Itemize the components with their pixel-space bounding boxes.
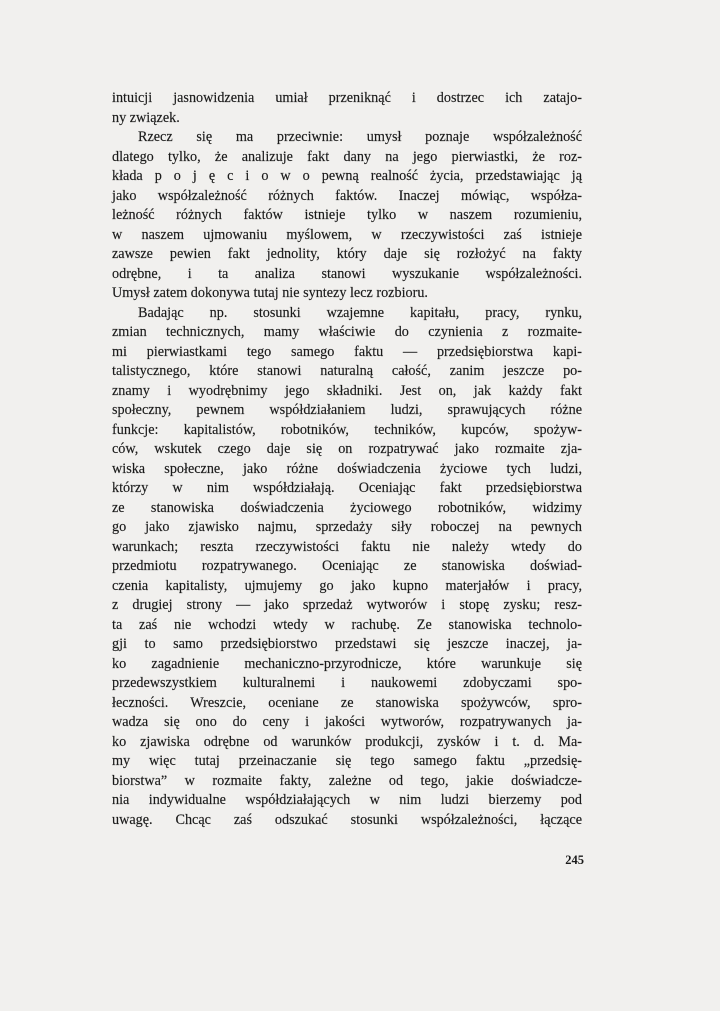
text-line: ko zagadnienie mechaniczno-przyrodnicze, które warunkuje się [112,655,582,672]
text-line: odrębne, i ta analiza stanowi wyszukanie współzależności. [112,265,582,282]
text-line: ko zjawiska odrębne od warunków produkcji, zysków i t. d. Ma- [112,733,582,750]
text-line: biorstwa” w rozmaite fakty, zależne od tego, jakie doświadcze- [112,772,582,789]
text-line: talistycznego, które stanowi naturalną całość, zanim jeszcze po- [112,363,582,379]
text-line: czenia kapitalisty, ujmujemy go jako kupno materjałów i pracy, [112,577,582,594]
text-line: zmian technicznych, mamy właściwie do czynienia z rozmaite- [112,324,582,340]
text-line: ze stanowiska doświadczenia życiowego robotników, widzimy [112,499,582,516]
text-line: leżność różnych faktów istnieje tylko w naszem rozumieniu, [112,207,582,223]
text-line: gji to samo przedsiębiorstwo przedstawi się jeszcze inaczej, ja- [112,636,582,652]
text-line: przedewszystkiem kulturalnemi i naukowemi zdobyczami spo- [112,675,582,691]
text-line: którzy w nim współdziałają. Oceniając fakt przedsiębiorstwa [112,480,582,496]
text-line: w naszem ujmowaniu myślowem, w rzeczywistości zaś istnieje [112,226,582,243]
text-line: wiska społeczne, jako różne doświadczenia życiowe tych ludzi, [112,460,582,477]
text-line: mi pierwiastkami tego samego faktu — przedsiębiorstwa kapi- [112,343,582,360]
text-line: funkcje: kapitalistów, robotników, techników, kupców, spożyw- [112,421,582,438]
text-line: kłada p o j ę c i o w o pewną realność życia, przedstawiając ją [112,168,582,184]
text-line: intuicji jasnowidzenia umiał przeniknąć i dostrzec ich zatajo- [112,90,582,106]
text-line: my więc tutaj przeinaczanie się tego samego faktu „przedsię- [112,753,582,769]
text-line: ny związek. [112,109,180,126]
text-line: uwagę. Chcąc zaś odszukać stosunki współzależności, łączące [112,811,582,828]
text-line: społeczny, pewnem współdziałaniem ludzi, sprawujących różne [112,402,582,418]
text-line: zawsze pewien fakt jednolity, który daje się rozłożyć na fakty [112,246,582,262]
text-line: jako współzależność różnych faktów. Inaczej mówiąc, współza- [112,187,582,204]
text-line: wadza się ono do ceny i jakości wytworów, rozpatrywanych ja- [112,714,582,730]
text-line: warunkach; reszta rzeczywistości faktu nie należy wtedy do [112,538,582,555]
text-line: Badając np. stosunki wzajemne kapitału, pracy, rynku, [138,304,582,321]
text-line: nia indywidualne współdziałających w nim ludzi bierzemy pod [112,792,582,808]
page-number: 245 [565,853,584,867]
text-line: znamy i wyodrębnimy jego składniki. Jest on, jak każdy fakt [112,382,582,399]
text-line: dlatego tylko, że analizuje fakt dany na jego pierwiastki, że roz- [112,148,582,165]
text-line: z drugiej strony — jako sprzedaż wytworów i stopę zysku; resz- [112,597,582,613]
text-line: go jako zjawisko najmu, sprzedaży siły roboczej na pewnych [112,519,582,535]
text-line: Umysł zatem dokonywa tutaj nie syntezy lecz rozbioru. [112,285,428,301]
text-line: przedmiotu rozpatrywanego. Oceniając ze stanowiska doświad- [112,558,582,574]
text-line: łeczności. Wreszcie, oceniane ze stanowiska spożywców, spro- [112,694,582,711]
body-text [112,89,582,830]
text-line: ta zaś nie wchodzi wtedy w rachubę. Ze stanowiska technolo- [112,616,582,633]
text-line: Rzecz się ma przeciwnie: umysł poznaje współzależność [138,129,582,145]
text-line: ców, wskutek czego daje się on rozpatrywać jako rozmaite zja- [112,441,582,457]
